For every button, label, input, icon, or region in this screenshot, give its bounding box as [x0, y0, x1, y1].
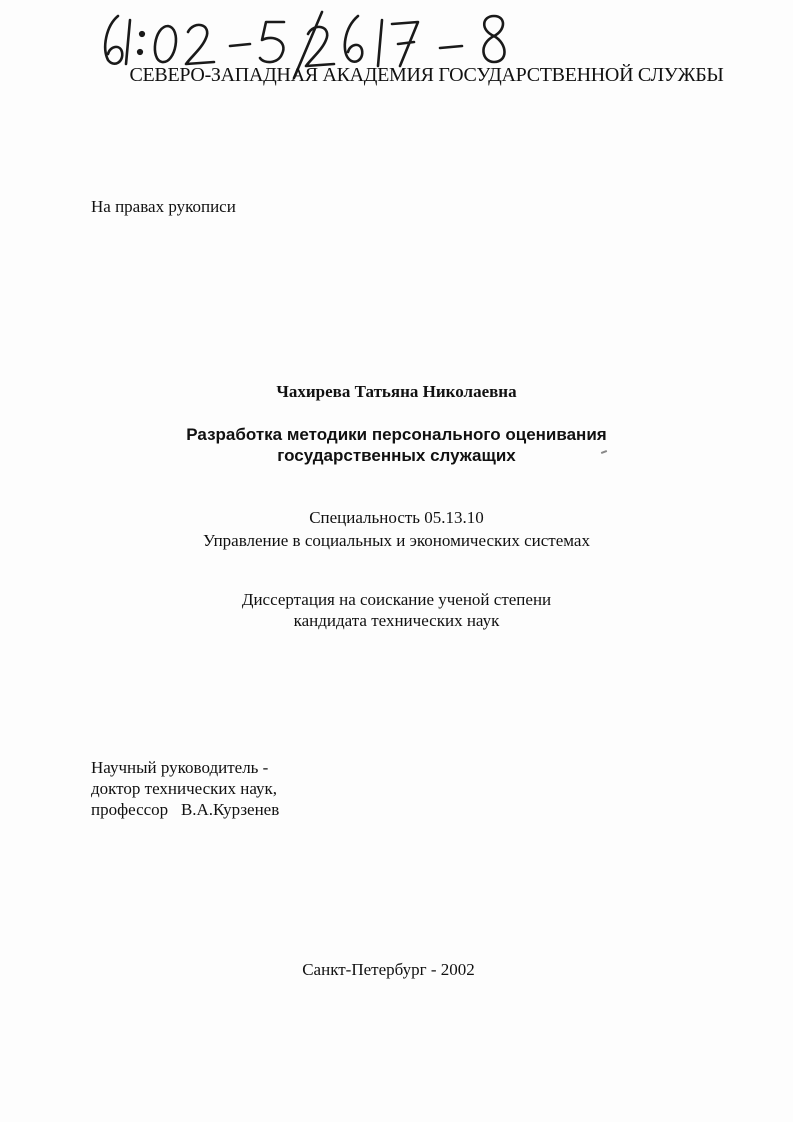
supervisor-title: профессор	[91, 800, 169, 819]
degree-line-1: Диссертация на соискание ученой степени	[241, 590, 552, 609]
supervisor-degree: доктор технических наук,	[91, 779, 278, 798]
supervisor-name: В.А.Курзенев	[180, 800, 280, 819]
title-line-2: государственных служащих	[277, 446, 516, 465]
specialty-name: Управление в социальных и экономических системах	[203, 531, 590, 550]
author-name: Чахирева Татьяна Николаевна	[276, 382, 517, 401]
institution-name: СЕВЕРО-ЗАПАДНАЯ АКАДЕМИЯ ГОСУДАРСТВЕННОЙ СЛУЖБЫ	[129, 64, 724, 86]
title-line-1: Разработка методики персонального оценивания	[186, 425, 607, 444]
supervisor-role: Научный руководитель -	[91, 758, 269, 777]
rights-note: На правах рукописи	[91, 197, 236, 216]
dissertation-title	[0, 424, 793, 466]
city-year: Санкт-Петербург - 2002	[302, 960, 475, 979]
degree-line-2: кандидата технических наук	[293, 611, 500, 630]
degree-block	[0, 589, 793, 631]
supervisor-block	[91, 757, 279, 820]
specialty-code: Специальность 05.13.10	[309, 508, 484, 527]
supervisor-title-name	[91, 799, 279, 820]
specialty-block	[0, 506, 793, 552]
